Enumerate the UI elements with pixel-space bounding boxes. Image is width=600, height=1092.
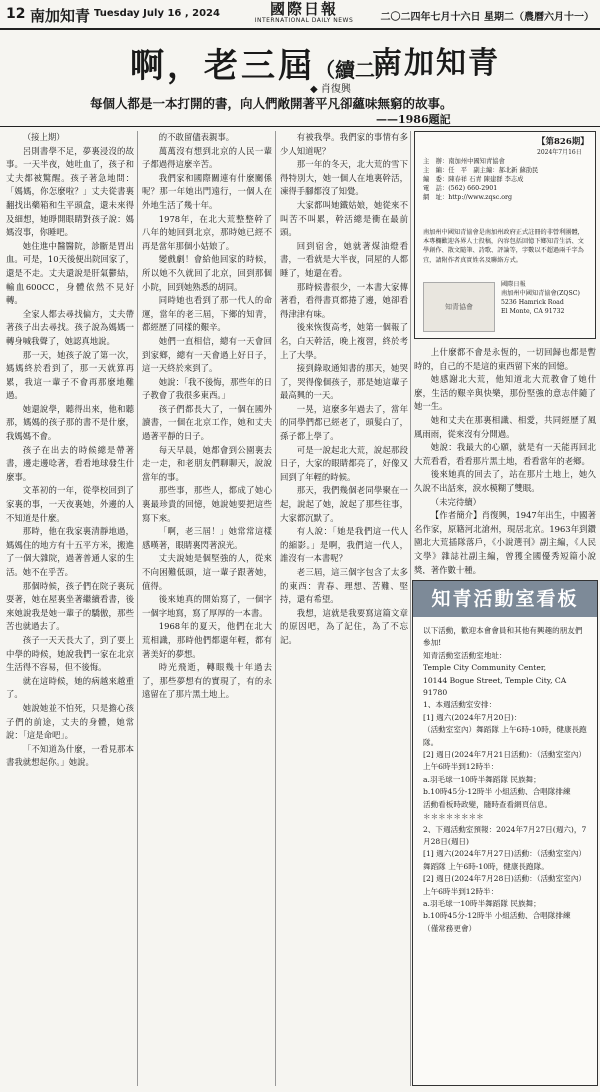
activity-line: 以下活動，歡迎本會會員和其他有興趣的朋友們參加! [423, 626, 583, 648]
activity-line: a.羽毛球一10時半舞蹈隊 民族舞； [423, 774, 541, 784]
paragraph: 後來她真的開始寫了，一個字一個字地寫，寫了厚厚的一本書。 [142, 594, 272, 618]
paragraph: 老三屆，這三個字包含了太多的東西：青春、理想、苦難、堅持，還有希望。 [280, 567, 408, 605]
paragraph: 那一年的冬天，北大荒的雪下得特別大，她一個人在地裏幹活，凍得手腳都沒了知覺。 [280, 159, 408, 197]
epigraph: 每個人都是一本打開的書，向人們敞開著平凡卻蘊味無窮的故事。 [90, 96, 453, 111]
paragraph: 她們一直相信，總有一天會回到家鄉，總有一天會過上好日子，這一天終於來到了。 [142, 335, 272, 374]
paragraph: 那些事，那些人，都成了她心裏最珍貴的回憶，她說她要把這些寫下來。 [142, 485, 272, 523]
paragraph: 有被我學。我們家的事情有多少人知道呢？ [280, 132, 408, 156]
paragraph: （接上期） [22, 132, 65, 142]
paragraph: 那個時候，孩子們在院子裏玩耍著，她在屋裏坐著繼續看書，後來她說我是她一輩子的驕傲，那些苦也就過去了。 [6, 580, 134, 632]
paragraph: 同時她也看到了那一代人的命運，當年的老三屆，下鄉的知青，都經歷了同樣的艱辛。 [142, 295, 272, 333]
activity-line: 1、本週活動室安排： [423, 700, 497, 710]
issue-date: 2024年7月16日 [537, 149, 582, 156]
paragraph: 每天早晨，她都會到公園裏去走一走，和老朋友們聊聊天，說說當年的事。 [142, 444, 272, 482]
english-date: Tuesday July 16 , 2024 [94, 8, 220, 19]
paragraph: 全家人都去尋找偏方，丈夫帶著孩子出去尋找。孩子說為媽媽一轉身喊我聲了，她認真地說。 [6, 308, 134, 346]
paragraph: 大家都叫她鐵姑娘，她從來不叫苦不叫累，幹活總是衝在最前頭。 [280, 199, 408, 238]
editor-line: 主 編：任 平 副主編：郝北新 蘇劭民 [423, 167, 539, 174]
paragraph: 她說她並不怕死，只是擔心孩子們的前途，丈夫的身體，她常說：「這是命吧」。 [6, 702, 134, 741]
column-brand: 南加知青 [372, 46, 500, 81]
epigraph-source: ——1986題記 [376, 113, 451, 126]
paragraph: 一晃，這麼多年過去了，當年的同學們都已經老了，頭髮白了，孫子都上學了。 [280, 403, 408, 442]
paragraph: 她還說學，聽得出來，他和聽那，媽媽的孩子那的書不是什麼，我媽媽不會。 [6, 403, 134, 442]
paragraph: 後來她真的回去了，站在那片土地上，她久久說不出話來，淚水模糊了雙眼。 [414, 469, 596, 493]
column-divider [275, 131, 276, 1086]
submission-note: 南加州中國知青協會是南加州政府正式註冊的非營利團體，本專欄歡迎各界人士投稿，內容包括回憶下鄉知青生活、文學創作、散文隨筆、詩歌、評論等，字數以不超過兩千字為宜，請附作者真實姓名及聯絡方式。 [423, 229, 584, 264]
paragraph: 孩子一天天長大了，到了要上中學的時候，她說我們一家在北京生活得不容易，但不後悔。 [6, 634, 134, 673]
page-number: 12 [6, 6, 26, 22]
association-logo: 知青協會 [423, 282, 495, 332]
activity-line: （僅常務更會） [423, 923, 477, 933]
newspaper-name-zh: 國際日報 [269, 0, 338, 18]
address-line: El Monte, CA 91732 [501, 308, 565, 315]
activity-line: ＊＊＊＊＊＊＊＊ [423, 812, 484, 822]
editor-line: 主 辦：南加州中國知青協會 [423, 158, 505, 165]
paragraph: 她說：「我不後悔，那些年的日子教會了我很多東西。」 [142, 376, 272, 401]
newspaper-name-en: INTERNATIONAL DAILY NEWS [254, 17, 354, 24]
activity-line: [2] 週日(2024年7月21日活動)：（活動室室內）上午6時半到12時半： [423, 750, 587, 772]
paragraph: 1968年的夏天，他們在北大荒相識，那時他們都還年輕，都有著美好的夢想。 [142, 621, 272, 659]
paragraph: 那一天，她孩子說了第一次，媽媽終於看到了，那一天就算再累，我這一輩子不會再那麼地難過。 [6, 349, 134, 401]
paragraph: 時光飛逝，轉眼幾十年過去了，那些夢想有的實現了，有的永遠留在了那片黑土地上。 [142, 662, 272, 700]
article-column-2 [142, 131, 272, 1086]
phone-line: 電 話：(562) 660-2901 [423, 185, 498, 192]
paragraph: 接到錄取通知書的那天，她哭了，哭得像個孩子，那是她這輩子最高興的一天。 [280, 363, 408, 401]
masthead-info-box [414, 131, 596, 339]
activity-line: [1] 週六(2024年7月27日)活動：（活動室室內）舞蹈隊 上午6時-10時，健康長跑隊。 [423, 849, 587, 871]
paragraph: 的不敢留儘表親事。 [158, 132, 235, 142]
paragraph: （未完待續） [430, 496, 482, 507]
activity-board-heading: 知青活動室看板 [413, 581, 597, 617]
activity-line: b.10時45分-12時半 小組活動、合唱隊排練 [423, 787, 571, 797]
activity-board [412, 580, 598, 1086]
mailing-address [501, 280, 591, 316]
paragraph: 「不知道為什麼，一看見那本書我就想起你。」她說。 [6, 743, 134, 768]
paragraph: 她感謝北大荒，他知道北大荒教會了她什麼，生活的艱辛與快樂，那份堅強的意志伴隨了她一生。 [414, 374, 596, 412]
column-divider [410, 131, 411, 1086]
paragraph: 1978年，在北大荒整整幹了八年的她回到北京，那時她已經不再是當年那個小姑娘了。 [142, 213, 272, 251]
activity-line: 活動看板時政變，隨時查看網頁信息。 [423, 799, 553, 809]
article-column-1 [6, 131, 134, 1086]
paragraph: 我想，這就是我要寫這篇文章的原因吧，為了記住，為了不忘記。 [280, 607, 408, 645]
paragraph: 那時，他在我家裏清靜地過，媽媽住的地方有十五平方米，搬進了一個大雜院，過著普通人家的生活。她不在乎苦。 [6, 526, 134, 577]
paragraph: 那天，我們幾個老同學聚在一起，說起了她，說起了那些往事，大家都沉默了。 [280, 485, 408, 523]
paragraph: 她住進中醫醫院，診斷是胃出血。可是，10天後便出院回家了，還是不走。丈夫還說是肝氣鬱結，輸血600CC，身體依然不見好轉。 [6, 240, 134, 306]
paragraph: 可是一說起北大荒，說起那段日子，大家的眼睛都亮了，好像又回到了年輕的時候。 [280, 444, 408, 482]
article-column-3 [280, 131, 408, 1086]
paragraph: 後來恢復高考，她第一個報了名，白天幹活，晚上複習，終於考上了大學。 [280, 322, 408, 360]
paragraph: 萬萬沒有想到北京的人民一輩子都過得這麼辛苦。 [142, 145, 272, 170]
activity-line: [1] 週六(2024年7月20日)： [423, 712, 522, 722]
page-header [0, 0, 600, 30]
address-line: 國際日報 [501, 281, 526, 288]
chinese-date: 二〇二四年七月十六日 星期二（農曆六月十一） [380, 12, 594, 23]
editorial-info [423, 157, 591, 202]
activity-line: Temple City Community Center, [423, 663, 547, 673]
paragraph: 她和丈夫在那裏相識、相愛，共同經歷了風風雨雨，從來沒有分開過。 [414, 414, 596, 439]
paragraph: 那時候書很少，一本書大家傳著看，看得書頁都捲了邊，她卻看得津津有味。 [280, 281, 408, 319]
paragraph: 回到宿舍，她就著煤油燈看書，一看就是大半夜，同屋的人都睡了，她還在看。 [280, 240, 408, 278]
paragraph: 孩子在出去的時候總是帶著書，邊走邊唸著，看看地球發生什麼事。 [6, 444, 134, 482]
paragraph: 孩子們都長大了，一個在國外讀書，一個在北京工作，她和丈夫過著平靜的日子。 [142, 403, 272, 442]
section-name: 南加知青 [30, 7, 91, 25]
website-line: 網 址：http://www.zqsc.org [423, 194, 513, 201]
article-title [130, 38, 395, 87]
paragraph: 有人說：「她是我們這一代人的縮影。」是啊，我們這一代人，誰沒有一本書呢？ [280, 526, 408, 564]
newspaper-logo [254, 1, 354, 24]
paragraph: 上什麼都不會是永恆的，一切回歸也都是暫時的，自己的不是這的東西留下來的回憶。 [414, 347, 596, 371]
editor-line: 編 委：陳春祥 石青 陳建群 李志成 [423, 176, 524, 183]
article-column-4 [414, 346, 596, 574]
activity-line: 10144 Bogue Street, Temple City, CA 91780 [423, 675, 567, 698]
activity-line: [2] 週日(2024年7月28日)活動：（活動室室內）上午6時半到12時半： [423, 874, 587, 896]
article-title-sub: （續二） [315, 58, 395, 82]
paragraph: 呂則書學不足，夢裏浸沒的故事。一天半夜，她吐血了，孩子和丈夫都被驚醒。孩子著急地問：「媽媽，你怎麼啦？」丈夫從書裏翻找出藥箱和生平頭盒，還未來得及細想，她睜開眼睛對孩子說：媽媽沒事，你睡吧。 [6, 145, 134, 238]
paragraph: 文革初的一年，從學校回到了家裏的事，一天夜裏她，外邊的人不知道是什麼。 [6, 485, 134, 523]
article-author: ◆ 肖復興 [310, 84, 351, 95]
paragraph: 就在這時候，她的病越來越重了。 [6, 675, 134, 700]
address-line: 5236 Hamrick Road [501, 299, 564, 306]
activity-board-body [423, 625, 589, 935]
address-line: 南加州中國知青協會(ZQSC) [501, 290, 580, 297]
issue-number: 【第826期】 [537, 137, 589, 147]
activity-line: b.10時45分-12時半 小組活動、合唱隊排練 [423, 911, 571, 921]
paragraph: 丈夫說她是個堅強的人，從來不向困難低頭，這一輩子跟著她，值得。 [142, 553, 272, 591]
paragraph: 「啊，老三屆！」她常常這樣感嘆著，眼睛裏閃著淚光。 [142, 526, 272, 550]
activity-line: 知青活動室活動室地址： [423, 650, 507, 660]
column-divider [137, 131, 138, 1086]
paragraph: 變戲劇！會給他回家的時候，所以她不久就回了北京，回到那個小院，回到她熟悉的胡同。 [142, 254, 272, 292]
paragraph: 她說：我最大的心願，就是有一天能再回北大荒看看，看看那片黑土地，看看當年的老鄉。 [414, 442, 596, 466]
title-divider [0, 126, 600, 127]
activity-line: 2、下週活動室預報：2024年7月27日(週六)，7月28日(週日) [423, 824, 587, 846]
paragraph: 【作者簡介】肖復興，1947年出生，中國著名作家，原籍河北滄州，現居北京。1963年到鑽園北大荒插隊落戶，《小說選刊》副主編，《人民文學》雜誌社副主編，曾獲全國優秀短篇小說獎，著作數十種。 [414, 510, 596, 574]
activity-line: a.羽毛球一10時半舞蹈隊 民族舞； [423, 898, 541, 908]
activity-line: （活動室室內）舞蹈隊 上午6時-10時，健康長跑隊。 [423, 725, 587, 747]
article-title-main: 啊，老三屆 [130, 46, 315, 86]
paragraph: 我們家和國際關連有什麼關係呢？那一年她出門遠行，一個人在外地生活了幾十年。 [142, 172, 272, 210]
